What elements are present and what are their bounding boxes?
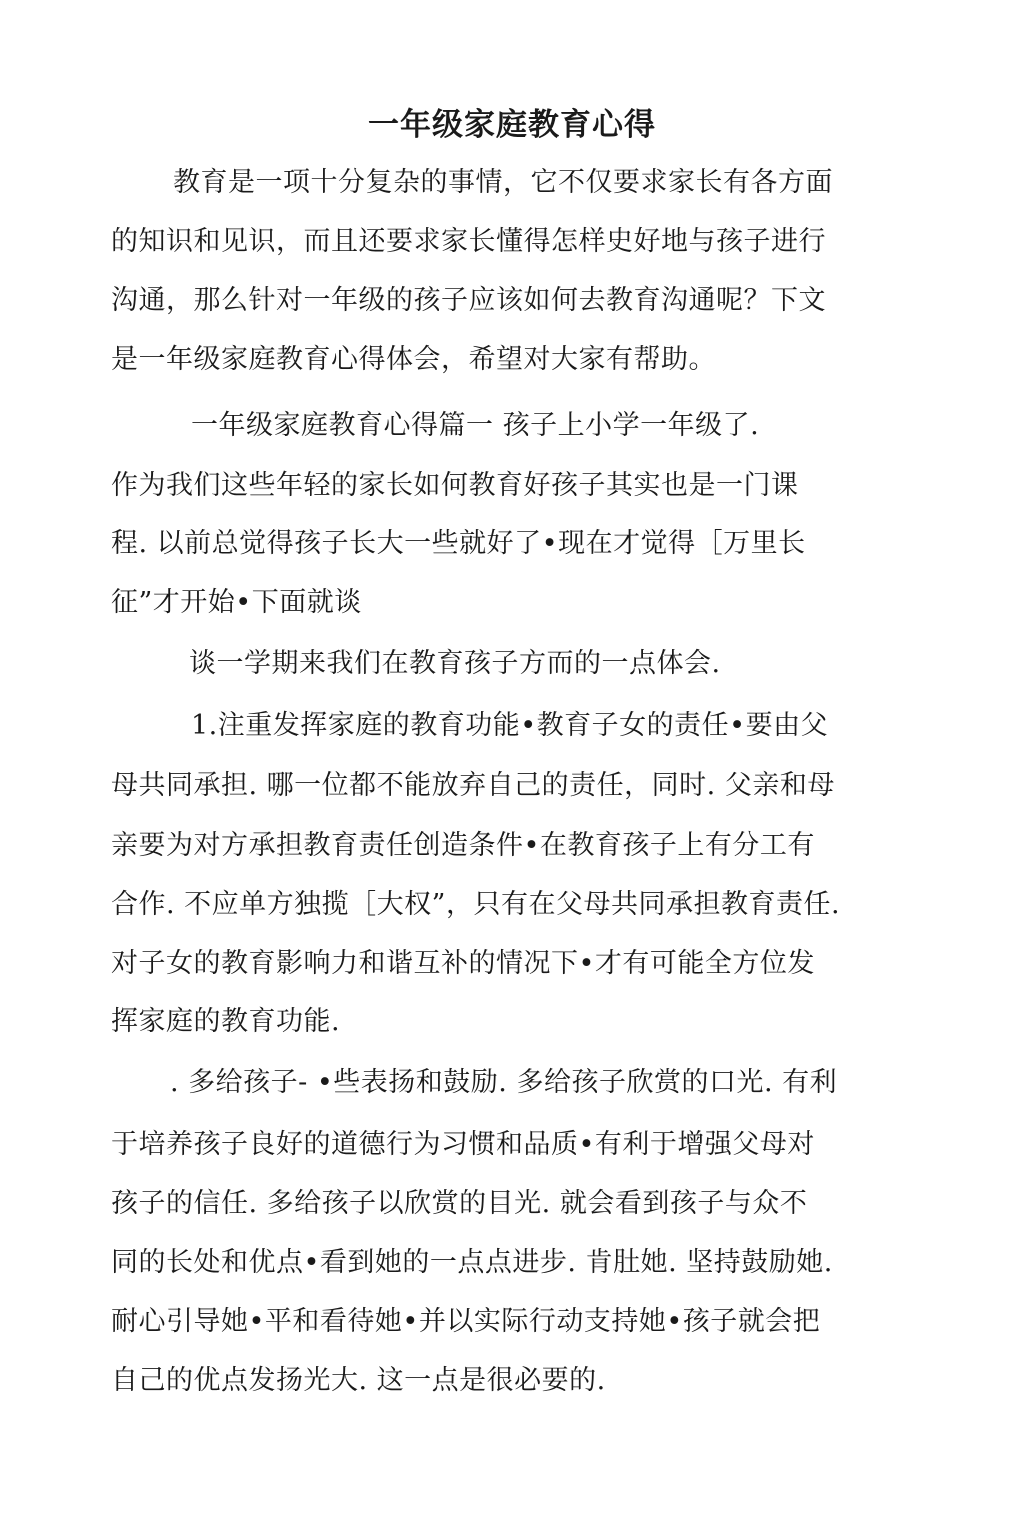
text-line-5: 一年级家庭教育心得篇一 孩子上小学一年级了. [191,410,760,441]
text-line-3: 沟通，那么针对一年级的孩子应该如何去教育沟通呢？下文 [111,285,826,316]
text-line-20: 耐心引导她•平和看待她•并以实际行动支持她•孩子就会把 [111,1306,821,1337]
text-line-19: 同的长处和优点•看到她的一点点进步. 肯肚她. 坚持鼓励她. [111,1247,833,1278]
text-line-2: 的知识和见识，而且还要求家长懂得怎样史好地与孩子进行 [111,226,826,257]
text-line-10: 1.注重发挥家庭的教育功能•教育子女的责任•要由父 [191,710,829,741]
text-line-1: 教育是一项十分复杂的事情，它不仅要求家长有各方面 [173,167,833,198]
document-title: 一年级家庭教育心得 [368,107,656,143]
text-line-18: 孩子的信任. 多给孩子以欣赏的目光. 就会看到孩子与众不 [111,1188,808,1219]
text-line-14: 对子女的教育影响力和谐互补的情况下•才有可能全方位发 [111,948,815,979]
text-line-21: 自己的优点发扬光大. 这一点是很必要的. [111,1365,606,1396]
text-line-17: 于培养孩子良好的道德行为习惯和品质•有利于增强父母对 [111,1129,815,1160]
text-line-6: 作为我们这些年轻的家长如何教育好孩子其实也是一门课 [111,470,799,501]
text-line-11: 母共同承担. 哪一位都不能放弃自己的责任，同时. 父亲和母 [111,770,835,801]
text-line-9: 谈一学期来我们在教育孩子方而的一点体会. [189,648,721,679]
text-line-16: . 多给孩子- •些表扬和鼓励. 多给孩子欣赏的口光. 有利 [170,1067,838,1098]
text-line-4: 是一年级家庭教育心得体会，希望对大家有帮助。 [111,344,716,375]
text-line-12: 亲要为对方承担教育责任创造条件•在教育孩子上有分工有 [111,830,815,861]
text-line-15: 挥家庭的教育功能. [111,1006,341,1037]
text-line-7: 程. 以前总觉得孩子长大一些就好了•现在才觉得［万里长 [111,528,806,559]
text-line-13: 合作. 不应单方独揽［大权”，只有在父母共同承担教育责任. [111,889,841,920]
text-line-8: 征”才开始•下面就谈 [111,587,362,618]
